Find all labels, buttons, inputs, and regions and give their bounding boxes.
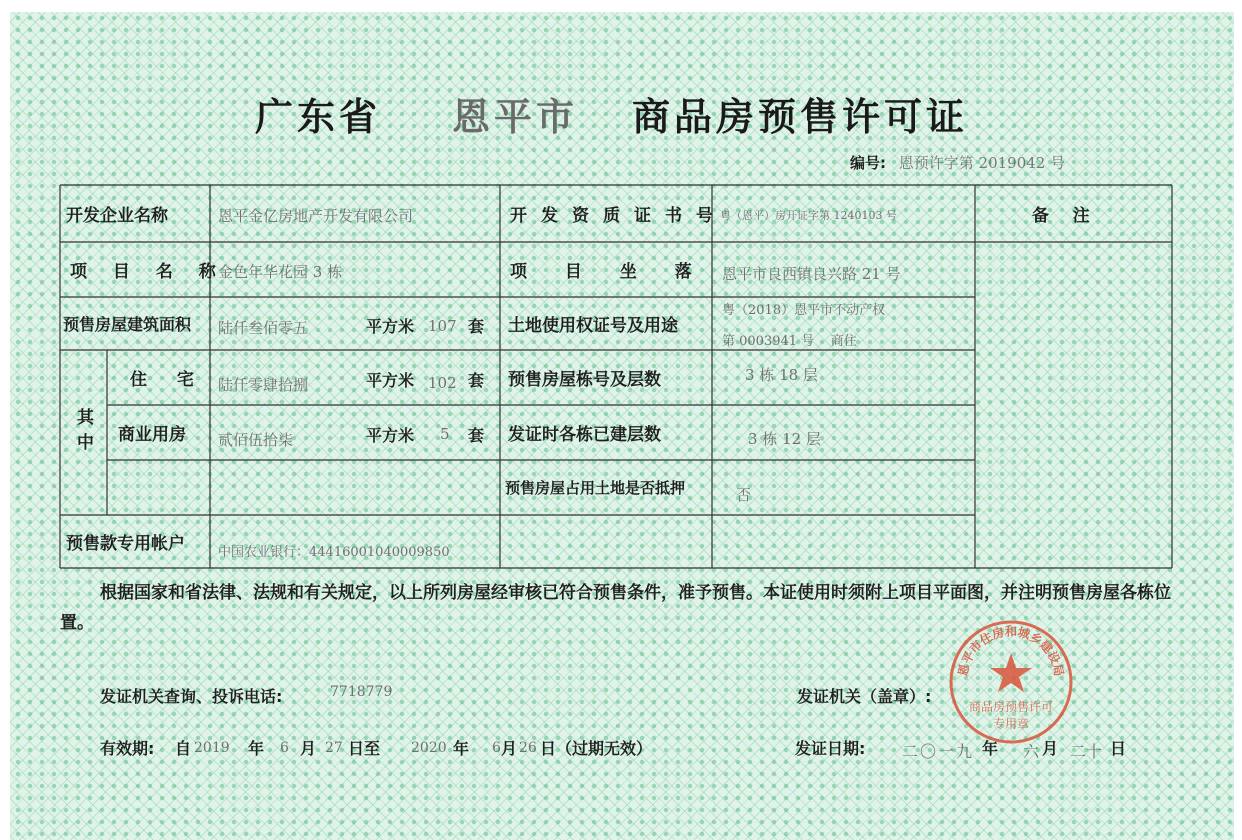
issue-month-char: 月 — [1042, 739, 1059, 758]
building-floors-value: 3 栋 18 层 — [745, 366, 818, 384]
serial-number — [850, 152, 1065, 173]
mortgage-label: 预售房屋占用土地是否抵押 — [505, 479, 686, 497]
validity-expire-note: 日（过期无效） — [540, 739, 653, 758]
validity-label: 有效期: — [100, 739, 155, 758]
presale-area-label: 预售房屋建筑面积 — [63, 315, 192, 334]
residential-value: 陆仟零肆拾捌 — [218, 376, 309, 394]
land-use-value-line1: 粤（2018）恩平市不动产权 — [722, 303, 886, 318]
qualification-label: 开发资质证书号 — [510, 206, 727, 226]
commercial-label: 商业用房 — [118, 425, 186, 445]
validity-to-year-char: 年 — [453, 739, 470, 758]
presale-area-unit: 平方米 — [366, 317, 415, 336]
validity-from-month: 6 — [280, 740, 289, 756]
title-province: 广东省 — [255, 95, 382, 139]
presale-area-set-unit: 套 — [468, 317, 485, 336]
residential-label: 住 宅 — [130, 370, 206, 390]
validity-to-year: 2020 — [411, 740, 447, 756]
presale-area-sets: 107 — [428, 317, 457, 335]
validity-to-day: 26 — [519, 740, 537, 756]
validity-day-to: 日至 — [348, 739, 381, 758]
of-which-label: 其中 — [73, 407, 93, 458]
commercial-value: 贰佰伍拾柒 — [218, 431, 294, 449]
title-city: 恩平市 — [452, 95, 579, 139]
remarks-label: 备 注 — [1032, 206, 1090, 226]
right-border — [1234, 0, 1242, 840]
building-floors-label: 预售房屋栋号及层数 — [508, 370, 661, 390]
validity-from-prefix: 自 — [175, 739, 192, 758]
hotline-label: 发证机关查询、投诉电话: — [100, 687, 283, 706]
commercial-sets: 5 — [440, 425, 450, 443]
project-name-label: 项 目 名 称 — [70, 262, 226, 282]
account-label: 预售款专用帐户 — [66, 534, 185, 554]
approval-paragraph: 根据国家和省法律、法规和有关规定，以上所列房屋经审核已符合预售条件，准予预售。本证使用时须附上项目平面图，并注明预售房屋各栋位置。 — [60, 583, 1171, 633]
developer-value: 恩平金亿房地产开发有限公司 — [218, 207, 414, 225]
issue-year: 二〇一九 — [902, 742, 975, 761]
seal-center-line1: 商品房预售许可 — [968, 700, 1054, 714]
seal-center-line2: 专用章 — [992, 717, 1030, 731]
issue-month: 六 — [1023, 742, 1040, 761]
validity-from-year-char: 年 — [248, 739, 265, 758]
serial-label: 编号: — [850, 154, 886, 172]
authority-label: 发证机关（盖章）: — [797, 687, 932, 706]
official-seal — [946, 617, 1076, 747]
developer-label: 开发企业名称 — [66, 206, 168, 226]
seal-ring-text: 恩平市住房和城乡建设局 — [955, 624, 1067, 678]
seal-star-icon — [990, 653, 1032, 692]
qualification-value: 粤（恩平）房开证字第 1240103 号 — [720, 209, 897, 222]
project-location-value: 恩平市良西镇良兴路 21 号 — [722, 265, 901, 283]
land-use-label: 土地使用权证号及用途 — [508, 316, 678, 336]
validity-to-month-char: 月 — [501, 739, 518, 758]
account-value: 中国农业银行：44416001040009850 — [218, 545, 450, 560]
presale-area-value: 陆仟叁佰零五 — [218, 319, 309, 337]
project-location-label: 项 目 坐 落 — [510, 262, 708, 282]
top-border — [0, 0, 1242, 12]
validity-from-month-char: 月 — [300, 739, 317, 758]
validity-from-day: 27 — [325, 740, 343, 756]
mortgage-value: 否 — [736, 486, 752, 504]
title-certificate-name: 商品房预售许可证 — [632, 95, 969, 139]
validity-to-month: 6 — [492, 740, 501, 756]
issue-day-char: 日 — [1110, 739, 1127, 758]
hotline-value: 7718779 — [330, 684, 393, 700]
residential-set-unit: 套 — [468, 371, 485, 390]
residential-unit: 平方米 — [366, 371, 415, 390]
issue-day: 二十 — [1070, 742, 1103, 761]
validity-from-year: 2019 — [194, 740, 230, 756]
left-border — [0, 0, 10, 840]
issue-date-label: 发证日期: — [795, 739, 866, 758]
issue-year-char: 年 — [982, 739, 999, 758]
commercial-unit: 平方米 — [366, 426, 415, 445]
residential-sets: 102 — [428, 374, 457, 392]
built-floors-label: 发证时各栋已建层数 — [508, 425, 661, 445]
commercial-set-unit: 套 — [468, 426, 485, 445]
land-use-value-line2: 第 0003941 号 商住 — [722, 334, 857, 349]
serial-value: 恩预许字第 2019042 号 — [898, 154, 1066, 172]
built-floors-value: 3 栋 12 层 — [748, 430, 821, 448]
project-name-value: 金色年华花园 3 栋 — [218, 263, 343, 281]
